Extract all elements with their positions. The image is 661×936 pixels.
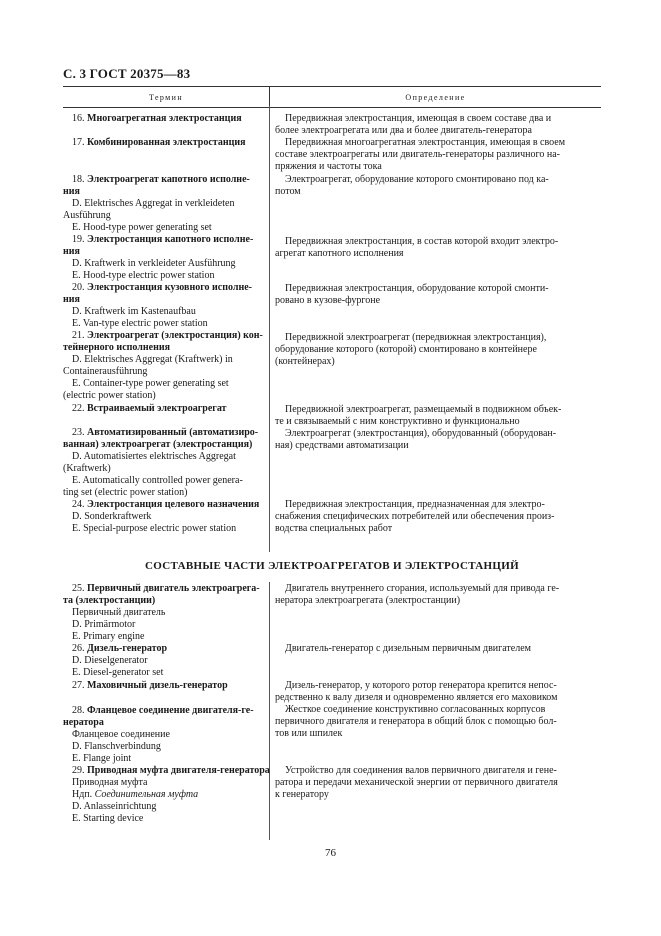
definition-25-line-2: нератора электроагрегата (электростанции) [275,595,461,606]
definition-23-line-2: ная) средствами автоматизации [275,440,409,451]
column-header-term: Термин [148,93,184,102]
term-21-line-2: тейнерного исполнения [63,342,171,353]
definition-29-line-1: Устройство для соединения валов первичного двигателя и гене- [285,765,557,776]
term-24-german: D. Sonderkraftwerk [72,511,152,522]
term-24: 24. Электростанция целевого назначения [72,499,260,510]
definition-24-line-3: водства специальных работ [275,523,393,534]
term-28-line-2: нератора [63,717,104,728]
definition-21-line-3: (контейнерах) [275,356,335,367]
column-divider [269,106,270,552]
term-19-line-2: ния [63,246,80,257]
term-18-line-2: ния [63,186,80,197]
definition-27-line-1: Дизель-генератор, у которого ротор генератора крепится непос- [285,680,557,691]
term-26: 26. Дизель-генератор [72,643,168,654]
term-16: 16. Многоагрегатная электростанция [72,113,242,124]
term-25-line-1: 25. Первичный двигатель электроагрега- [72,583,260,594]
term-20-line-1: 20. Электростанция кузовного исполне- [72,282,252,293]
definition-18-line-2: потом [275,186,301,197]
term-21-line-1: 21. Электроагрегат (электростанция) кон- [72,330,263,341]
definition-18-line-1: Электроагрегат, оборудование которого смонтировано под ка- [285,174,549,185]
term-19-english: E. Hood-type electric power station [72,270,215,281]
definition-17-line-2: составе электроагрегаты или двигатель-генераторы различного на- [275,149,561,160]
term-23-line-1: 23. Автоматизированный (автоматизиро- [72,427,259,438]
term-20-german: D. Kraftwerk im Kastenaufbau [72,306,196,317]
term-21-english-cont: (electric power station) [63,390,156,401]
term-29-deprecated: Ндп. Соединительная муфта [72,789,199,800]
term-29-synonym: Приводная муфта [72,777,148,788]
term-19-german: D. Kraftwerk in verkleideter Ausführung [72,258,236,269]
definition-22-line-2: те и связываемый с ним конструктивно и функционально [275,416,520,427]
page-number: 76 [325,847,336,859]
term-28-german: D. Flanschverbindung [72,741,161,752]
term-29-english: E. Starting device [72,813,144,824]
definition-29-line-2: ратора и передачи механической энергии от первичного двигателя [275,777,558,788]
definition-27-line-2: редственно к валу дизеля и одновременно является его маховиком [275,692,558,703]
definition-22-line-1: Передвижной электроагрегат, размещаемый в подвижном объек- [285,404,562,415]
definition-26-line-1: Двигатель-генератор с дизельным первичным двигателем [285,643,531,654]
term-23-german-cont: (Kraftwerk) [63,463,111,474]
definition-29-line-3: к генератору [275,789,329,800]
definition-21-line-2: оборудование которого (которой) смонтировано в контейнере [275,344,537,355]
definition-21-line-1: Передвижной электроагрегат (передвижная электростанция), [285,332,547,343]
definition-28-line-2: первичного двигателя и генератора в общий блок с помощью бол- [275,716,557,727]
definition-19-line-1: Передвижная электростанция, в состав которой входит электро- [285,236,559,247]
term-26-german: D. Dieselgenerator [72,655,148,666]
term-23-german: D. Automatisiertes elektrisches Aggregat [72,451,236,462]
column-header-definition: Определение [405,93,466,102]
term-22: 22. Встраиваемый электроагрегат [72,403,227,414]
definition-28-line-1: Жесткое соединение конструктивно согласованных корпусов [285,704,546,715]
term-25-german: D. Primärmotor [72,619,136,630]
definition-24-line-2: снабжения специфических потребителей или обеспечения произ- [275,511,555,522]
term-18-english: E. Hood-type power generating set [72,222,212,233]
term-23-english: E. Automatically controlled power genera- [72,475,243,486]
definition-24-line-1: Передвижная электростанция, предназначенная для электро- [285,499,545,510]
definition-28-line-3: тов или шпилек [275,728,343,739]
term-25-english: E. Primary engine [72,631,145,642]
term-26-english: E. Diesel-generator set [72,667,164,678]
definition-17-line-1: Передвижная многоагрегатная электростанция, имеющая в своем [285,137,566,148]
term-29: 29. Приводная муфта двигателя-генератора [72,765,270,776]
definition-20-line-2: ровано в кузове-фургоне [275,295,381,306]
definition-25-line-1: Двигатель внутреннего сгорания, используемый для привода ге- [285,583,560,594]
term-23-english-cont: ting set (electric power station) [63,487,188,498]
term-21-german-cont: Containerausführung [63,366,148,377]
term-25-line-2: та (электростанции) [63,595,156,606]
term-29-german: D. Anlasseinrichtung [72,801,157,812]
term-23-line-2: ванная) электроагрегат (электростанция) [63,439,253,450]
term-18-line-1: 18. Электроагрегат капотного исполне- [72,174,250,185]
term-18-german-cont: Ausführung [63,210,111,221]
term-20-english: E. Van-type electric power station [72,318,208,329]
definition-16-line-1: Передвижная электростанция, имеющая в своем составе два и [285,113,552,124]
term-28-english: E. Flange joint [72,753,132,764]
term-20-line-2: ния [63,294,80,305]
term-28-synonym: Фланцевое соединение [72,729,170,740]
term-21-german: D. Elektrisches Aggregat (Kraftwerk) in [72,354,233,365]
term-19-line-1: 19. Электростанция капотного исполне- [72,234,254,245]
definition-16-line-2: более электроагрегата или два и более двигатель-генератора [275,125,532,136]
term-18-german: D. Elektrisches Aggregat in verkleideten [72,198,235,209]
term-17: 17. Комбинированная электростанция [72,137,246,148]
term-24-english: E. Special-purpose electric power station [72,523,237,534]
term-28-line-1: 28. Фланцевое соединение двигателя-ге- [72,705,254,716]
definition-19-line-2: агрегат капотного исполнения [275,248,404,259]
section-title: СОСТАВНЫЕ ЧАСТИ ЭЛЕКТРОАГРЕГАТОВ И ЭЛЕКТРОСТАНЦИЙ [145,560,519,572]
term-21-english: E. Container-type power generating set [72,378,229,389]
term-27: 27. Маховичный дизель-генератор [72,680,228,691]
definition-23-line-1: Электроагрегат (электростанция), оборудованный (оборудован- [285,428,557,439]
table-header [63,86,601,108]
definition-20-line-1: Передвижная электростанция, оборудование которой смонти- [285,283,549,294]
term-25-synonym: Первичный двигатель [72,607,166,618]
definition-17-line-3: пряжения и частоты тока [275,161,382,172]
page-header: С. 3 ГОСТ 20375—83 [63,66,191,81]
column-divider [269,582,270,840]
